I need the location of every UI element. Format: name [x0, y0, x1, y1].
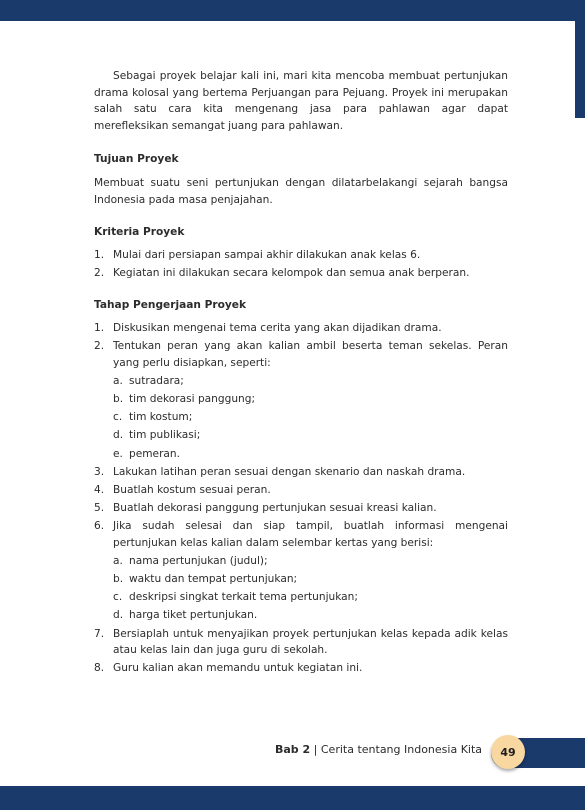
list-item: [94, 482, 508, 499]
page-number: 49: [500, 745, 516, 759]
item-number: 8.: [94, 662, 105, 675]
sub-list-item: [113, 391, 508, 408]
kriteria-heading: Kriteria Proyek: [94, 226, 185, 239]
sub-item-letter: c.: [113, 591, 123, 604]
list-item: [94, 464, 508, 481]
sub-item-letter: a.: [113, 554, 123, 567]
sub-item-text: tim kostum;: [129, 411, 193, 424]
sub-list-item: [113, 589, 508, 606]
kriteria-list: [94, 247, 508, 282]
page-content: [94, 68, 508, 678]
sub-list: [113, 373, 508, 462]
item-text: Buatlah dekorasi panggung pertunjukan sesuai kreasi kalian.: [113, 502, 437, 515]
intro-paragraph: Sebagai proyek belajar kali ini, mari kita mencoba membuat pertunjukan drama kolosal yang bertema Perjuangan para Pejuang. Proyek ini merupakan salah satu cara kita mengenang jasa para pahlawan agar dapat merefleksikan semangat juang para pahlawan.: [94, 70, 508, 132]
sub-item-text: pemeran.: [129, 447, 181, 460]
sub-item-letter: a.: [113, 374, 123, 387]
item-text: Jika sudah selesai dan siap tampil, buatlah informasi mengenai pertunjukan kelas kalian dalam selembar kertas yang berisi:: [113, 520, 508, 549]
item-number: 2.: [94, 340, 105, 353]
item-number: 1.: [94, 248, 105, 261]
top-color-bar: [0, 0, 585, 21]
list-item: [94, 265, 508, 282]
sub-list-item: [113, 427, 508, 444]
chapter-title: Cerita tentang Indonesia Kita: [320, 743, 483, 756]
sub-list-item: [113, 446, 508, 463]
sub-item-text: deskripsi singkat terkait tema pertunjukan;: [129, 591, 358, 604]
sub-list-item: [113, 571, 508, 588]
list-item: [94, 500, 508, 517]
list-item: [94, 247, 508, 264]
page-number-badge: [491, 735, 525, 769]
sub-item-letter: b.: [113, 573, 124, 586]
sub-list-item: [113, 373, 508, 390]
sub-item-text: waktu dan tempat pertunjukan;: [129, 573, 298, 586]
sub-list-item: [113, 409, 508, 426]
footer-separator: |: [310, 743, 321, 756]
list-item: [94, 626, 508, 659]
item-text: Kegiatan ini dilakukan secara kelompok dan semua anak berperan.: [113, 266, 470, 279]
tujuan-heading: Tujuan Proyek: [94, 153, 179, 166]
sub-list: [113, 553, 508, 624]
tahap-list: [94, 320, 508, 677]
item-number: 3.: [94, 465, 105, 478]
item-text: Guru kalian akan memandu untuk kegiatan ini.: [113, 662, 363, 675]
list-item: [94, 660, 508, 677]
sub-list-item: [113, 607, 508, 624]
list-item: [94, 518, 508, 624]
sub-item-letter: d.: [113, 429, 124, 442]
item-text: Diskusikan mengenai tema cerita yang akan dijadikan drama.: [113, 322, 442, 335]
item-number: 6.: [94, 520, 105, 533]
right-edge-band: [575, 14, 585, 118]
sub-item-text: harga tiket pertunjukan.: [129, 609, 258, 622]
item-text: Bersiaplah untuk menyajikan proyek pertunjukan kelas kepada adik kelas atau kelas lain dan juga guru di sekolah.: [113, 627, 508, 657]
sub-item-letter: b.: [113, 393, 124, 406]
sub-list-item: [113, 553, 508, 570]
item-text: Lakukan latihan peran sesuai dengan skenario dan naskah drama.: [113, 465, 466, 478]
item-text: Buatlah kostum sesuai peran.: [113, 483, 271, 496]
sub-item-text: nama pertunjukan (judul);: [129, 554, 268, 567]
item-number: 2.: [94, 266, 105, 279]
sub-item-text: tim dekorasi panggung;: [129, 393, 256, 406]
sub-item-letter: d.: [113, 609, 124, 622]
sub-item-text: tim publikasi;: [129, 429, 201, 442]
tahap-heading: Tahap Pengerjaan Proyek: [94, 299, 247, 312]
item-number: 1.: [94, 322, 105, 335]
bottom-color-bar: [0, 786, 585, 810]
item-text: Tentukan peran yang akan kalian ambil beserta teman sekelas. Peran yang perlu disiapkan, seperti:: [113, 340, 508, 369]
list-item: [94, 338, 508, 462]
sub-item-text: sutradara;: [129, 374, 184, 387]
item-number: 4.: [94, 483, 105, 496]
sub-item-letter: c.: [113, 411, 123, 424]
chapter-label: Bab 2: [275, 743, 311, 756]
list-item: [94, 320, 508, 337]
sub-item-letter: e.: [113, 447, 123, 460]
running-footer: [275, 743, 482, 756]
item-text: Mulai dari persiapan sampai akhir dilakukan anak kelas 6.: [113, 248, 421, 261]
tujuan-text: Membuat suatu seni pertunjukan dengan dilatarbelakangi sejarah bangsa Indonesia pada masa penjajahan.: [94, 176, 508, 206]
item-number: 7.: [94, 627, 105, 640]
item-number: 5.: [94, 502, 105, 515]
